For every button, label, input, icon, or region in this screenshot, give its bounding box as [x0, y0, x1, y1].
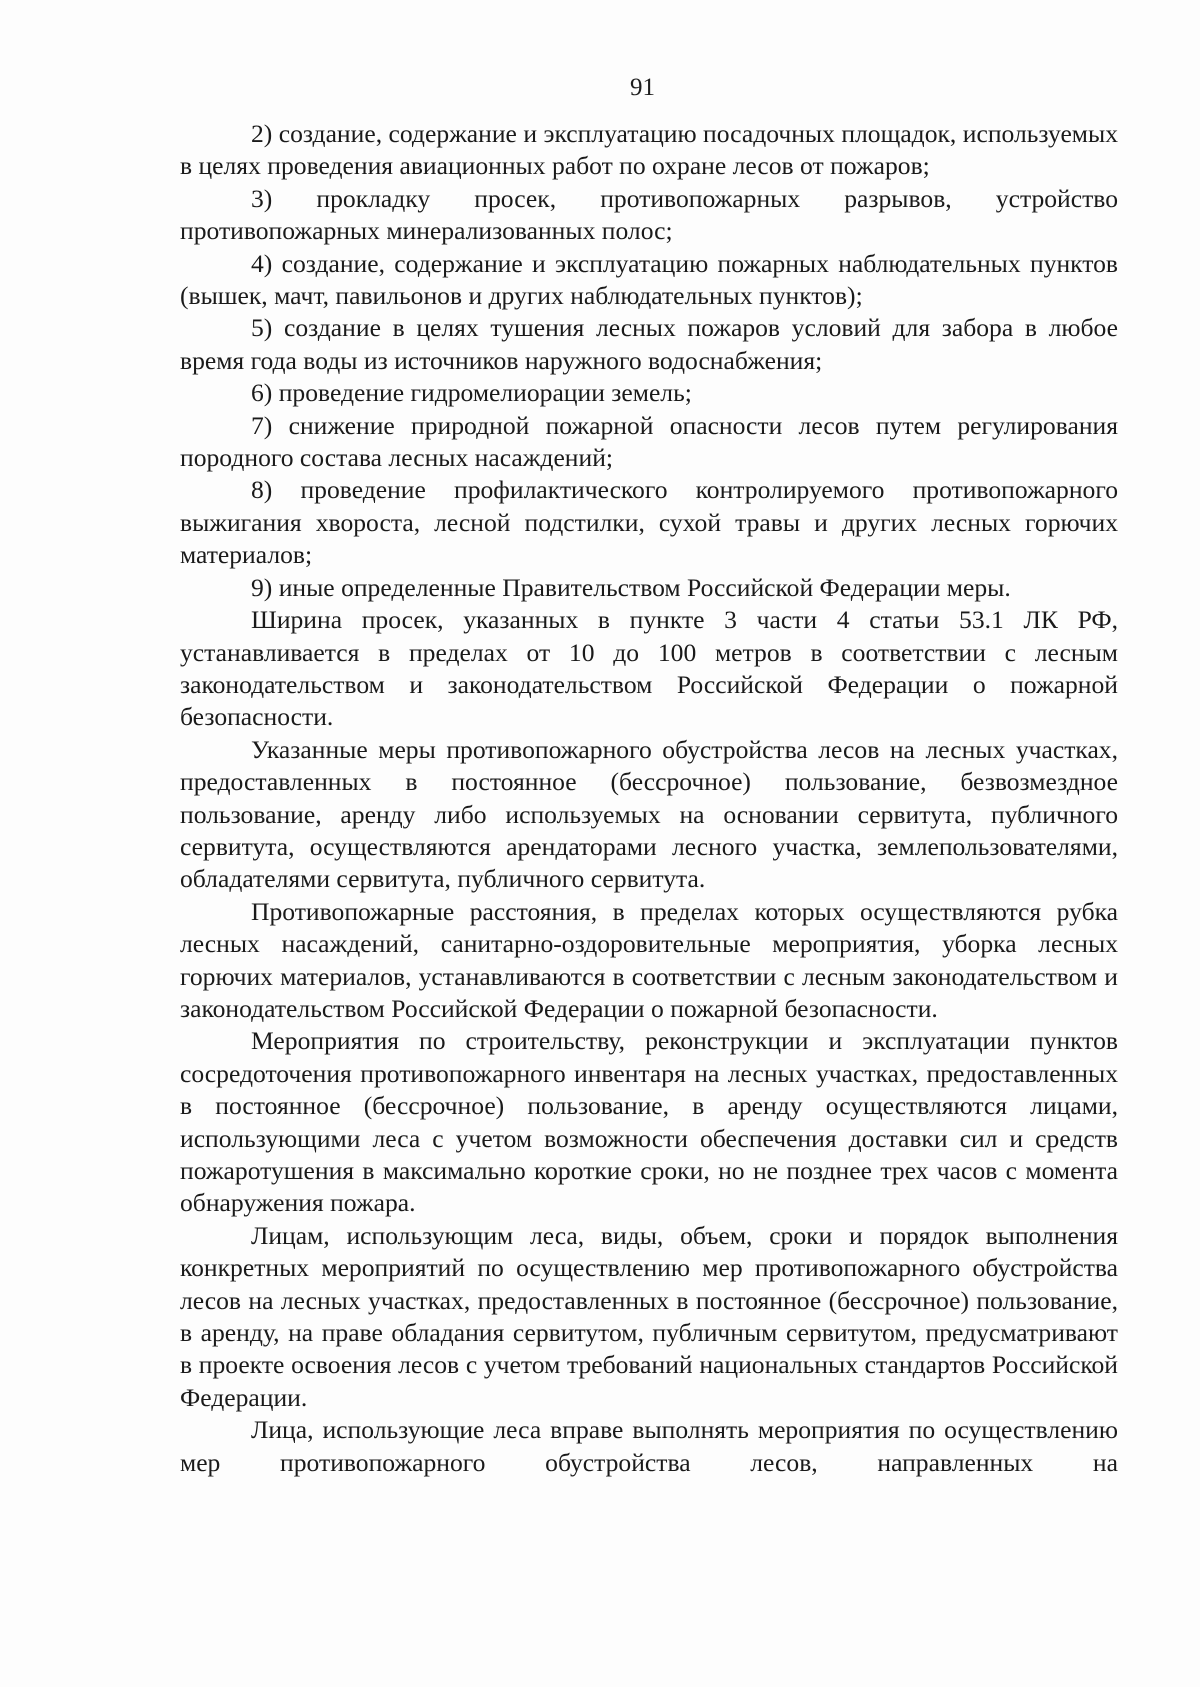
paragraph-clearing-width: Ширина просек, указанных в пункте 3 части 4 статьи 53.1 ЛК РФ, устанавливается в пределах от 10 до 100 метров в соответствии с лесным законодательством и законодательством Российской Федерации о пожарной безопасности. [180, 605, 1118, 732]
paragraph-fire-distances: Противопожарные расстояния, в пределах которых осуществляются рубка лесных насаждений, санитарно-оздоровительные мероприятия, уборка лесных горючих материалов, устанавливаются в соответствии с лесным законодательством и законодательством Российской Федерации о пожарной безопасности. [180, 896, 1118, 1023]
document-body [180, 118, 1118, 1479]
paragraph-equipment-points: Мероприятия по строительству, реконструкции и эксплуатации пунктов сосредоточения противопожарного инвентаря на лесных участках, предоставленных в постоянное (бессрочное) пользование, в аренду осуществляются лицами, использующими леса с учетом возможности обеспечения доставки сил и средств пожаротушения в максимально короткие сроки, но не позднее трех часов с момента обнаружения пожара. [180, 1026, 1118, 1218]
paragraph-item-7: 7) снижение природной пожарной опасности лесов путем регулирования породного состава лесных насаждений; [180, 410, 1118, 473]
paragraph-continued: Лица, использующие леса вправе выполнять мероприятия по осуществлению мер противопожарного обустройства лесов, направленных на [180, 1415, 1118, 1477]
paragraph-measures-responsibility: Указанные меры противопожарного обустройства лесов на лесных участках, предоставленных в постоянное (бессрочное) пользование, безвозмездное пользование, аренду либо используемых на основании сервитута, публичного сервитута, осуществляются арендаторами лесного участка, землепользователями, обладателями сервитута, публичного сервитута. [180, 734, 1118, 894]
paragraph-item-9: 9) иные определенные Правительством Российской Федерации меры. [251, 572, 1011, 602]
page-number: 91 [630, 74, 655, 101]
paragraph-item-5: 5) создание в целях тушения лесных пожаров условий для забора в любое время года воды из источников наружного водоснабжения; [180, 313, 1118, 375]
paragraph-item-2: 2) создание, содержание и эксплуатацию посадочных площадок, используемых в целях проведения авиационных работ по охране лесов от пожаров; [180, 119, 1118, 181]
paragraph-forest-plan: Лицам, использующим леса, виды, объем, сроки и порядок выполнения конкретных мероприятий по осуществлению мер противопожарного обустройства лесов на лесных участках, предоставленных в постоянное (бессрочное) пользование, в аренду, на праве обладания сервитутом, публичным сервитутом, предусматривают в проекте освоения лесов с учетом требований национальных стандартов Российской Федерации. [180, 1220, 1118, 1412]
paragraph-item-6: 6) проведение гидромелиорации земель; [251, 378, 692, 408]
paragraph-item-4: 4) создание, содержание и эксплуатацию пожарных наблюдательных пунктов (вышек, мачт, павильонов и других наблюдательных пунктов); [180, 248, 1118, 311]
paragraph-item-3: 3) прокладку просек, противопожарных разрывов, устройство противопожарных минерализованных полос; [180, 183, 1118, 246]
paragraph-item-8: 8) проведение профилактического контролируемого противопожарного выжигания хвороста, лесной подстилки, сухой травы и других лесных горючих материалов; [180, 475, 1118, 570]
